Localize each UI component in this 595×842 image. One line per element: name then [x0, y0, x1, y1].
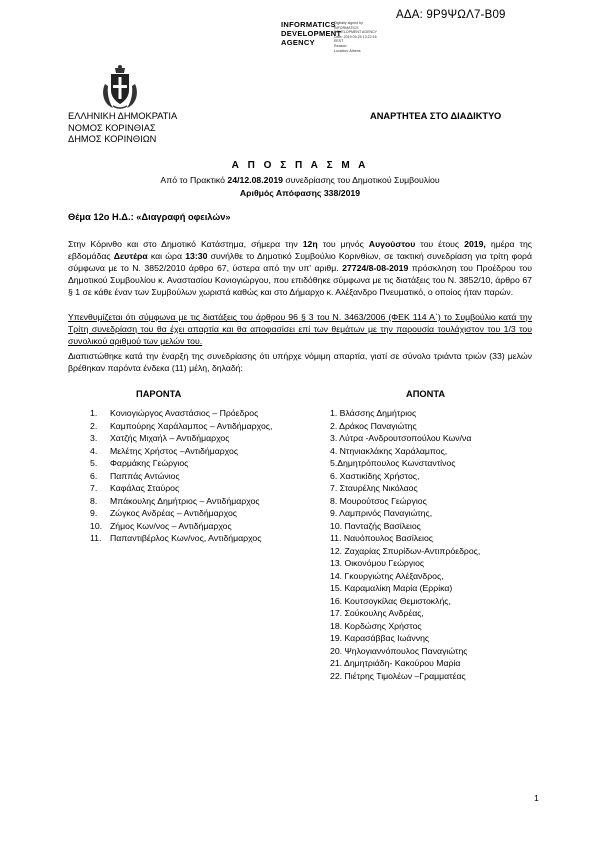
list-item: 13. Οικονόμου Γεώργιος	[330, 558, 425, 568]
list-item: 11. Ναυόπουλος Βασίλειος	[330, 533, 433, 543]
list-item: 4. Μελέτης Χρήστος –Αντιδήμαρχος	[90, 445, 239, 456]
signature-detail-line: Date: 2019.09.25 12:22:16	[334, 34, 377, 39]
list-item: 1. Βλάσσης Δημήτριος	[330, 408, 417, 418]
list-item: 7. Καφάλας Σταύρος	[90, 483, 180, 493]
digital-signature-details	[334, 21, 377, 53]
list-item: 3. Χατζής Μιχαήλ – Αντιδήμαρχος	[90, 433, 230, 443]
logo-line: INFORMATICS	[281, 20, 336, 29]
minutes-reference	[60, 175, 540, 185]
list-item: 3. Λύτρα -Ανδρουτσοπούλου Κων/να	[330, 433, 472, 443]
org-line: ΕΛΛΗΝΙΚΗ ΔΗΜΟΚΡΑΤΙΑ	[68, 111, 178, 121]
list-item: 10. Πανταζής Βασίλειος	[330, 520, 421, 531]
greek-coat-of-arms-emblem-icon	[99, 64, 141, 110]
logo-line: DEVELOPMENT	[281, 29, 342, 38]
list-item: 6. Παππάς Αντώνιος	[90, 470, 180, 481]
org-line: ΔΗΜΟΣ ΚΟΡΙΝΘΙΩΝ	[68, 134, 157, 144]
posting-note: ΑΝΑΡΤΗΤΕΑ ΣΤΟ ΔΙΑΔΙΚΤΥΟ	[370, 111, 502, 121]
minutes-suffix: συνεδρίασης του Δημοτικού Συμβουλίου	[282, 175, 440, 185]
list-item: 10. Ζήμος Κων/νος – Αντιδήμαρχος	[90, 520, 232, 531]
list-item: 14. Γκουργιώτης Αλέξανδρος,	[330, 570, 444, 581]
list-item: 1. Κονιογιώργος Αναστάσιος – Πρόεδρος	[90, 408, 259, 418]
list-item: 2. Καμπούρης Χαράλαμπος – Αντιδήμαρχος,	[90, 420, 273, 431]
list-item: 5.Δημητρόπουλος Κωνσταντίνος	[330, 458, 456, 468]
list-item: 4. Ντηνιακλάκης Χαράλαμπος,	[330, 445, 448, 456]
signature-detail-line: Digitally signed by	[334, 21, 363, 25]
list-item: 2. Δράκος Παναγιώτης	[330, 420, 417, 431]
ada-code: ΑΔΑ: 9Ρ9ΨΩΛ7-Β09	[396, 9, 506, 21]
list-item: 22. Πιέτρης Τιμολέων –Γραμματέας	[330, 670, 466, 681]
list-item: 20. Ψηλογιαννόπουλος Παναγιώτης	[330, 645, 468, 656]
list-item: 8. Μουρούτσος Γεώργιος	[330, 495, 427, 506]
quorum-reminder-paragraph: Υπενθυμίζεται ότι σύμφωνα με τις διατάξεις του άρθρου 96 § 3 του Ν. 3463/2006 (ΦΕΚ 114 Α΄) το Συμβούλιο κατά την Τρίτη συνεδρίαση του θα έχει απαρτία και θα αποφασίσει επί των θεμάτων με την παρουσία τουλάχιστον του 1/3 του συνολικού αριθμού των μελών του.	[68, 312, 532, 346]
signature-detail-line: EEST	[334, 39, 344, 44]
list-item: 18. Κορδώσης Χρήστος	[330, 620, 422, 631]
list-item: 9. Λαμπρινός Παναγιώτης,	[330, 508, 433, 518]
list-item: 5. Φαρμάκης Γεώργιος	[90, 458, 189, 468]
list-item: 17. Σούκουλης Ανδρέας,	[330, 608, 424, 618]
page-number: 1	[534, 793, 539, 803]
absent-heading: ΑΠΟΝΤΑ	[406, 389, 446, 399]
logo-line: AGENCY	[281, 38, 315, 47]
decision-number: Αριθμός Απόφασης 338/2019	[239, 188, 361, 198]
list-item: 8. Μπάκουλης Δημήτριος – Αντιδήμαρχος	[90, 495, 260, 506]
intro-paragraph: Στην Κόρινθο και στο Δημοτικό Κατάστημα, σήμερα την 12η του μηνός Αυγούστου του έτους 2019, ημέρα της εβδομάδας Δευτέρα και ώρα 13:30 συνήλθε το Δημοτικό Συμβούλιο Κορινθίων, σε τακτική συνεδρίαση για τρίτη φορά σύμφωνα με το Ν. 3852/2010 άρθρο 67, ύστερα από την υπ' αριθμ. 27724/8-08-2019 πρόσκληση του Προέδρου του Δημοτικού Συμβουλίου κ. Αναστασίου Κονιογιώργου, που επιδόθηκε σύμφωνα με τις διατάξεις του Ν. 3852/10, άρθρο 67 § 1 σε κάθε έναν των Συμβούλων χωριστά καθώς και στο Δήμαρχο κ. Αλέξανδρο Πνευματικό, ο οποίος ήταν παρών.	[68, 239, 533, 297]
signature-detail-line: INFORMATICS	[334, 25, 359, 30]
absent-members-list	[330, 407, 480, 682]
list-item: 6. Χαστικίδης Χρήστος,	[330, 470, 420, 481]
list-item: 9. Ζώγκος Ανδρέας – Αντιδήμαρχος	[90, 508, 237, 518]
subject-line: Θέμα 12ο Η.Δ.: «Διαγραφή οφειλών»	[68, 212, 231, 222]
organization-block	[68, 111, 177, 146]
present-members-list	[90, 407, 272, 545]
minutes-prefix: Από το Πρακτικό	[160, 175, 228, 185]
list-item: 19. Καρασάββας Ιωάννης	[330, 633, 430, 643]
present-heading: ΠΑΡΟΝΤΑ	[136, 389, 182, 399]
list-item: 11. Παπαντιβέρλος Κων/νος, Αντιδήμαρχος	[90, 533, 262, 543]
list-item: 7. Σταυρέλης Νικόλαος	[330, 483, 418, 493]
quorum-finding-paragraph: Διαπιστώθηκε κατά την έναρξη της συνεδρίασης ότι υπήρχε νόμιμη απαρτία, γιατί σε σύνολο τριάντα τριών (33) μελών βρέθηκαν παρόντα ένδεκα (11) μέλη, δηλαδή:	[68, 351, 532, 373]
document-title: Α Π Ο Σ Π Α Σ Μ Α	[231, 160, 369, 171]
list-item: 21. Δημητριάδη- Κακούρου Μαρία	[330, 658, 461, 668]
signature-detail-line: Reason:	[334, 43, 348, 48]
signature-detail-line: DEVELOPMENT AGENCY	[334, 30, 378, 35]
list-item: 12. Ζαχαρίας Σπυρίδων-Αντιπρόεδρος,	[330, 545, 481, 556]
org-line: ΝΟΜΟΣ ΚΟΡΙΝΘΙΑΣ	[68, 122, 156, 133]
signature-logo	[281, 20, 341, 47]
list-item: 16. Κουτσογκίλας Θεμιστοκλής,	[330, 595, 451, 606]
minutes-number: 24/12.08.2019	[227, 175, 283, 185]
list-item: 15. Καραμαλίκη Μαρία (Ερρίκα)	[330, 583, 453, 593]
signature-detail-line: Location: Athens	[334, 48, 361, 53]
